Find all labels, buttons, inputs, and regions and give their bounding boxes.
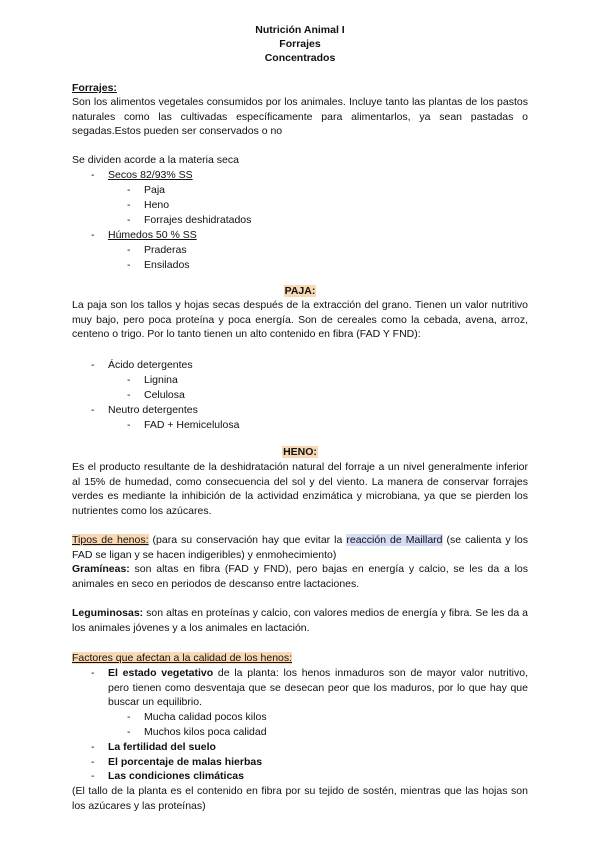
- topic-subtitle: Concentrados: [264, 52, 336, 64]
- list-dash: -: [127, 711, 131, 723]
- tipos-label: Tipos de henos:: [72, 534, 149, 546]
- list-dash: -: [127, 199, 131, 211]
- list-item: Praderas: [144, 244, 187, 256]
- heno-paragraph: Es el producto resultante de la deshidratación natural del forraje a un nivel generalmente inferior al 15% de humedad, como consecuencia del sol y del viento. La manera de conservar forrajes verdes es mediante la inhibición de la actividad enzimática y microbiana, ya que se pierden los nutrientes como los azúcares.: [72, 461, 528, 517]
- estado-paragraph: El estado vegetativo de la planta: los henos inmaduros son de mayor valor nutritivo, pero tienen como desventaja que se desecan peor que los maduros, por lo que hay que buscar un equilibrio.: [108, 667, 528, 708]
- list-dash: -: [91, 169, 95, 181]
- list-dash: -: [91, 756, 95, 768]
- list-dash: -: [91, 770, 95, 782]
- fertilidad-item: La fertilidad del suelo: [108, 741, 216, 753]
- final-note: (El tallo de la planta es el contenido en fibra por su tejido de sostén, mientras que las hojas son los azúcares y las proteínas): [72, 785, 528, 812]
- paja-heading: PAJA:: [284, 285, 316, 297]
- list-item: Ensilados: [144, 259, 190, 271]
- factores-heading: Factores que afectan a la calidad de los henos:: [72, 652, 293, 664]
- list-dash: -: [127, 419, 131, 431]
- neutro-item: Neutro detergentes: [108, 404, 198, 416]
- heno-heading: HENO:: [283, 446, 317, 458]
- list-item: Paja: [144, 184, 166, 196]
- list-dash: -: [91, 741, 95, 753]
- list-item: Lignina: [144, 374, 178, 386]
- list-dash: -: [127, 214, 131, 226]
- malas-hierbas-item: El porcentaje de malas hierbas: [108, 756, 263, 768]
- document-header: [0, 23, 600, 65]
- paja-paragraph: La paja son los tallos y hojas secas después de la extracción del grano. Tienen un valor nutritivo muy bajo, pero poca proteína y poca energía. Son de cereales como la cebada, avena, arroz, centeno o trigo. Por lo tanto tienen un alto contenido en fibra (FAD Y FND):: [72, 299, 528, 340]
- humedos-item: Húmedos 50 % SS: [108, 229, 197, 241]
- list-dash: -: [91, 359, 95, 371]
- list-dash: -: [127, 726, 131, 738]
- list-dash: -: [127, 389, 131, 401]
- forrajes-heading: Forrajes:: [72, 82, 117, 94]
- list-item: Muchos kilos poca calidad: [144, 726, 267, 738]
- acido-item: Ácido detergentes: [108, 359, 193, 371]
- list-dash: -: [127, 184, 131, 196]
- secos-item: Secos 82/93% SS: [108, 169, 193, 181]
- list-dash: -: [127, 374, 131, 386]
- tipos-paragraph: Tipos de henos: (para su conservación hay que evitar la reacción de Maillard (se calienta y los FAD se ligan y se hacen indigeribles) y enmohecimiento): [72, 534, 529, 561]
- leguminosas-paragraph: Leguminosas: son altas en proteínas y calcio, con valores medios de energía y fibra. Se les da a los animales jóvenes y a los animales en lactación.: [72, 607, 528, 634]
- forrajes-paragraph: Son los alimentos vegetales consumidos por los animales. Incluye tanto las plantas de los pastos naturales como las cultivadas específicamente para alimentarlos, ya sean pastadas o segadas.Estos pueden ser conservados o no: [72, 96, 528, 137]
- divide-text: Se dividen acorde a la materia seca: [72, 154, 239, 166]
- maillard-highlight: reacción de Maillard: [346, 534, 443, 546]
- course-title: Nutrición Animal I: [255, 24, 345, 36]
- list-item: FAD + Hemicelulosa: [144, 419, 240, 431]
- list-dash: -: [127, 244, 131, 256]
- condiciones-item: Las condiciones climáticas: [108, 770, 244, 782]
- list-item: Mucha calidad pocos kilos: [144, 711, 267, 723]
- list-dash: -: [91, 229, 95, 241]
- list-dash: -: [91, 404, 95, 416]
- list-dash: -: [91, 667, 95, 679]
- list-item: Forrajes deshidratados: [144, 214, 252, 226]
- list-dash: -: [127, 259, 131, 271]
- list-item: Celulosa: [144, 389, 185, 401]
- gramineas-paragraph: Gramíneas: son altas en fibra (FAD y FND), pero bajas en energía y calcio, se les da a los animales en seco en periodos de descanso entre lactaciones.: [72, 563, 528, 590]
- topic-title: Forrajes: [279, 38, 321, 50]
- list-item: Heno: [144, 199, 170, 211]
